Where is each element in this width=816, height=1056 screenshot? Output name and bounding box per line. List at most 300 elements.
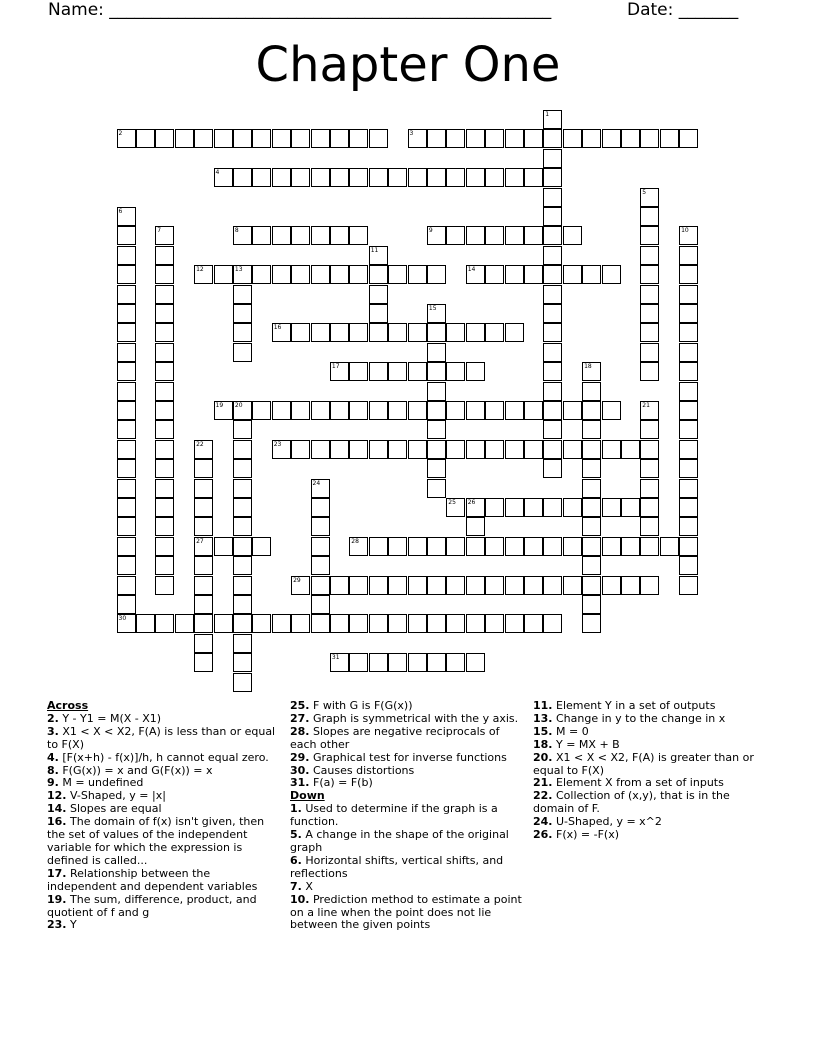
grid-cell[interactable] — [233, 459, 252, 478]
grid-cell[interactable] — [311, 440, 330, 459]
grid-cell[interactable] — [194, 576, 213, 595]
grid-cell[interactable] — [291, 576, 310, 595]
grid-cell[interactable] — [640, 576, 659, 595]
grid-cell[interactable] — [485, 265, 504, 284]
grid-cell[interactable] — [155, 285, 174, 304]
grid-cell[interactable] — [311, 168, 330, 187]
grid-cell[interactable] — [466, 614, 485, 633]
grid-cell[interactable] — [427, 226, 446, 245]
grid-cell[interactable] — [272, 323, 291, 342]
grid-cell[interactable] — [660, 537, 679, 556]
date-field-label[interactable]: Date: _______ — [627, 0, 739, 20]
grid-cell[interactable] — [330, 440, 349, 459]
grid-cell[interactable] — [543, 246, 562, 265]
grid-cell[interactable] — [466, 498, 485, 517]
grid-cell[interactable] — [369, 323, 388, 342]
grid-cell[interactable] — [582, 537, 601, 556]
grid-cell[interactable] — [427, 265, 446, 284]
grid-cell[interactable] — [543, 614, 562, 633]
grid-cell[interactable] — [233, 614, 252, 633]
grid-cell[interactable] — [311, 226, 330, 245]
grid-cell[interactable] — [155, 129, 174, 148]
grid-cell[interactable] — [349, 401, 368, 420]
grid-cell[interactable] — [155, 440, 174, 459]
grid-cell[interactable] — [155, 343, 174, 362]
grid-cell[interactable] — [427, 614, 446, 633]
grid-cell[interactable] — [155, 401, 174, 420]
grid-cell[interactable] — [388, 440, 407, 459]
grid-cell[interactable] — [679, 382, 698, 401]
grid-cell[interactable] — [621, 129, 640, 148]
grid-cell[interactable] — [485, 537, 504, 556]
grid-cell[interactable] — [388, 537, 407, 556]
grid-cell[interactable] — [252, 537, 271, 556]
grid-cell[interactable] — [485, 129, 504, 148]
grid-cell[interactable] — [524, 576, 543, 595]
grid-cell[interactable] — [291, 129, 310, 148]
grid-cell[interactable] — [311, 479, 330, 498]
grid-cell[interactable] — [505, 498, 524, 517]
grid-cell[interactable] — [291, 440, 310, 459]
grid-cell[interactable] — [505, 226, 524, 245]
grid-cell[interactable] — [543, 440, 562, 459]
grid-cell[interactable] — [446, 498, 465, 517]
grid-cell[interactable] — [291, 323, 310, 342]
grid-cell[interactable] — [524, 129, 543, 148]
grid-cell[interactable] — [446, 401, 465, 420]
grid-cell[interactable] — [349, 362, 368, 381]
grid-cell[interactable] — [311, 614, 330, 633]
grid-cell[interactable] — [582, 614, 601, 633]
grid-cell[interactable] — [485, 168, 504, 187]
grid-cell[interactable] — [155, 498, 174, 517]
grid-cell[interactable] — [446, 323, 465, 342]
grid-cell[interactable] — [602, 498, 621, 517]
grid-cell[interactable] — [640, 129, 659, 148]
grid-cell[interactable] — [679, 343, 698, 362]
grid-cell[interactable] — [233, 323, 252, 342]
grid-cell[interactable] — [524, 614, 543, 633]
grid-cell[interactable] — [543, 149, 562, 168]
grid-cell[interactable] — [194, 653, 213, 672]
grid-cell[interactable] — [233, 479, 252, 498]
grid-cell[interactable] — [369, 304, 388, 323]
grid-cell[interactable] — [543, 129, 562, 148]
grid-cell[interactable] — [311, 323, 330, 342]
grid-cell[interactable] — [466, 653, 485, 672]
grid-cell[interactable] — [194, 595, 213, 614]
grid-cell[interactable] — [117, 498, 136, 517]
grid-cell[interactable] — [388, 614, 407, 633]
grid-cell[interactable] — [679, 537, 698, 556]
name-field-label[interactable]: Name: ____________________________________________________ — [48, 0, 552, 20]
grid-cell[interactable] — [446, 440, 465, 459]
grid-cell[interactable] — [427, 440, 446, 459]
grid-cell[interactable] — [640, 440, 659, 459]
grid-cell[interactable] — [155, 382, 174, 401]
grid-cell[interactable] — [679, 517, 698, 536]
grid-cell[interactable] — [408, 323, 427, 342]
grid-cell[interactable] — [679, 420, 698, 439]
grid-cell[interactable] — [427, 129, 446, 148]
grid-cell[interactable] — [563, 401, 582, 420]
grid-cell[interactable] — [349, 614, 368, 633]
grid-cell[interactable] — [524, 537, 543, 556]
grid-cell[interactable] — [582, 362, 601, 381]
grid-cell[interactable] — [155, 246, 174, 265]
grid-cell[interactable] — [427, 382, 446, 401]
grid-cell[interactable] — [408, 614, 427, 633]
grid-cell[interactable] — [640, 265, 659, 284]
grid-cell[interactable] — [543, 576, 562, 595]
grid-cell[interactable] — [117, 479, 136, 498]
grid-cell[interactable] — [466, 362, 485, 381]
grid-cell[interactable] — [543, 226, 562, 245]
grid-cell[interactable] — [330, 129, 349, 148]
grid-cell[interactable] — [640, 246, 659, 265]
grid-cell[interactable] — [485, 576, 504, 595]
grid-cell[interactable] — [582, 459, 601, 478]
grid-cell[interactable] — [640, 517, 659, 536]
grid-cell[interactable] — [543, 537, 562, 556]
grid-cell[interactable] — [117, 129, 136, 148]
grid-cell[interactable] — [388, 362, 407, 381]
grid-cell[interactable] — [408, 440, 427, 459]
grid-cell[interactable] — [679, 401, 698, 420]
grid-cell[interactable] — [311, 556, 330, 575]
grid-cell[interactable] — [640, 479, 659, 498]
grid-cell[interactable] — [233, 556, 252, 575]
grid-cell[interactable] — [330, 576, 349, 595]
grid-cell[interactable] — [485, 323, 504, 342]
grid-cell[interactable] — [194, 440, 213, 459]
grid-cell[interactable] — [679, 459, 698, 478]
grid-cell[interactable] — [117, 285, 136, 304]
grid-cell[interactable] — [640, 343, 659, 362]
grid-cell[interactable] — [233, 517, 252, 536]
grid-cell[interactable] — [466, 129, 485, 148]
grid-cell[interactable] — [155, 479, 174, 498]
grid-cell[interactable] — [311, 265, 330, 284]
grid-cell[interactable] — [466, 401, 485, 420]
grid-cell[interactable] — [291, 226, 310, 245]
grid-cell[interactable] — [582, 479, 601, 498]
grid-cell[interactable] — [524, 440, 543, 459]
grid-cell[interactable] — [427, 304, 446, 323]
grid-cell[interactable] — [194, 537, 213, 556]
grid-cell[interactable] — [369, 614, 388, 633]
grid-cell[interactable] — [640, 188, 659, 207]
grid-cell[interactable] — [446, 362, 465, 381]
grid-cell[interactable] — [505, 401, 524, 420]
grid-cell[interactable] — [582, 265, 601, 284]
grid-cell[interactable] — [194, 498, 213, 517]
grid-cell[interactable] — [117, 420, 136, 439]
grid-cell[interactable] — [369, 401, 388, 420]
grid-cell[interactable] — [543, 304, 562, 323]
grid-cell[interactable] — [543, 420, 562, 439]
grid-cell[interactable] — [679, 246, 698, 265]
grid-cell[interactable] — [194, 556, 213, 575]
grid-cell[interactable] — [563, 576, 582, 595]
grid-cell[interactable] — [117, 517, 136, 536]
grid-cell[interactable] — [640, 207, 659, 226]
grid-cell[interactable] — [446, 537, 465, 556]
grid-cell[interactable] — [330, 653, 349, 672]
grid-cell[interactable] — [291, 614, 310, 633]
grid-cell[interactable] — [446, 653, 465, 672]
grid-cell[interactable] — [679, 440, 698, 459]
grid-cell[interactable] — [214, 129, 233, 148]
grid-cell[interactable] — [214, 614, 233, 633]
grid-cell[interactable] — [349, 129, 368, 148]
grid-cell[interactable] — [640, 537, 659, 556]
grid-cell[interactable] — [117, 226, 136, 245]
grid-cell[interactable] — [117, 401, 136, 420]
grid-cell[interactable] — [214, 401, 233, 420]
grid-cell[interactable] — [194, 517, 213, 536]
grid-cell[interactable] — [543, 110, 562, 129]
grid-cell[interactable] — [388, 168, 407, 187]
grid-cell[interactable] — [388, 265, 407, 284]
grid-cell[interactable] — [233, 537, 252, 556]
grid-cell[interactable] — [679, 304, 698, 323]
grid-cell[interactable] — [679, 498, 698, 517]
grid-cell[interactable] — [311, 576, 330, 595]
grid-cell[interactable] — [408, 537, 427, 556]
grid-cell[interactable] — [563, 498, 582, 517]
grid-cell[interactable] — [640, 498, 659, 517]
grid-cell[interactable] — [679, 265, 698, 284]
grid-cell[interactable] — [640, 420, 659, 439]
grid-cell[interactable] — [621, 440, 640, 459]
grid-cell[interactable] — [155, 537, 174, 556]
grid-cell[interactable] — [117, 343, 136, 362]
grid-cell[interactable] — [272, 168, 291, 187]
grid-cell[interactable] — [155, 459, 174, 478]
grid-cell[interactable] — [233, 304, 252, 323]
grid-cell[interactable] — [427, 653, 446, 672]
grid-cell[interactable] — [582, 498, 601, 517]
grid-cell[interactable] — [369, 285, 388, 304]
grid-cell[interactable] — [446, 129, 465, 148]
grid-cell[interactable] — [117, 459, 136, 478]
grid-cell[interactable] — [272, 129, 291, 148]
grid-cell[interactable] — [155, 323, 174, 342]
grid-cell[interactable] — [233, 440, 252, 459]
grid-cell[interactable] — [543, 323, 562, 342]
grid-cell[interactable] — [155, 576, 174, 595]
grid-cell[interactable] — [272, 265, 291, 284]
grid-cell[interactable] — [563, 226, 582, 245]
grid-cell[interactable] — [117, 382, 136, 401]
grid-cell[interactable] — [679, 362, 698, 381]
grid-cell[interactable] — [543, 207, 562, 226]
grid-cell[interactable] — [485, 226, 504, 245]
grid-cell[interactable] — [408, 653, 427, 672]
grid-cell[interactable] — [117, 537, 136, 556]
grid-cell[interactable] — [117, 440, 136, 459]
grid-cell[interactable] — [563, 440, 582, 459]
grid-cell[interactable] — [679, 556, 698, 575]
grid-cell[interactable] — [427, 362, 446, 381]
grid-cell[interactable] — [233, 168, 252, 187]
grid-cell[interactable] — [233, 673, 252, 692]
grid-cell[interactable] — [233, 129, 252, 148]
grid-cell[interactable] — [466, 265, 485, 284]
grid-cell[interactable] — [233, 498, 252, 517]
grid-cell[interactable] — [252, 226, 271, 245]
grid-cell[interactable] — [466, 168, 485, 187]
grid-cell[interactable] — [291, 401, 310, 420]
grid-cell[interactable] — [466, 517, 485, 536]
grid-cell[interactable] — [272, 440, 291, 459]
grid-cell[interactable] — [543, 362, 562, 381]
grid-cell[interactable] — [505, 614, 524, 633]
grid-cell[interactable] — [252, 614, 271, 633]
grid-cell[interactable] — [524, 498, 543, 517]
grid-cell[interactable] — [214, 168, 233, 187]
grid-cell[interactable] — [543, 459, 562, 478]
grid-cell[interactable] — [485, 614, 504, 633]
grid-cell[interactable] — [155, 517, 174, 536]
grid-cell[interactable] — [505, 576, 524, 595]
grid-cell[interactable] — [369, 653, 388, 672]
grid-cell[interactable] — [602, 537, 621, 556]
grid-cell[interactable] — [427, 537, 446, 556]
grid-cell[interactable] — [427, 401, 446, 420]
grid-cell[interactable] — [427, 168, 446, 187]
grid-cell[interactable] — [408, 265, 427, 284]
grid-cell[interactable] — [233, 343, 252, 362]
grid-cell[interactable] — [272, 614, 291, 633]
grid-cell[interactable] — [349, 265, 368, 284]
grid-cell[interactable] — [640, 226, 659, 245]
grid-cell[interactable] — [427, 343, 446, 362]
grid-cell[interactable] — [485, 498, 504, 517]
grid-cell[interactable] — [466, 537, 485, 556]
grid-cell[interactable] — [330, 323, 349, 342]
grid-cell[interactable] — [388, 323, 407, 342]
grid-cell[interactable] — [349, 440, 368, 459]
grid-cell[interactable] — [543, 382, 562, 401]
grid-cell[interactable] — [466, 576, 485, 595]
grid-cell[interactable] — [582, 556, 601, 575]
grid-cell[interactable] — [194, 459, 213, 478]
grid-cell[interactable] — [563, 537, 582, 556]
grid-cell[interactable] — [679, 576, 698, 595]
grid-cell[interactable] — [349, 653, 368, 672]
grid-cell[interactable] — [252, 129, 271, 148]
grid-cell[interactable] — [233, 653, 252, 672]
grid-cell[interactable] — [446, 576, 465, 595]
grid-cell[interactable] — [602, 401, 621, 420]
grid-cell[interactable] — [369, 362, 388, 381]
grid-cell[interactable] — [466, 323, 485, 342]
grid-cell[interactable] — [582, 440, 601, 459]
grid-cell[interactable] — [194, 634, 213, 653]
grid-cell[interactable] — [524, 226, 543, 245]
grid-cell[interactable] — [679, 323, 698, 342]
grid-cell[interactable] — [543, 498, 562, 517]
grid-cell[interactable] — [117, 304, 136, 323]
grid-cell[interactable] — [505, 537, 524, 556]
grid-cell[interactable] — [621, 576, 640, 595]
grid-cell[interactable] — [194, 265, 213, 284]
grid-cell[interactable] — [155, 226, 174, 245]
grid-cell[interactable] — [330, 614, 349, 633]
grid-cell[interactable] — [117, 323, 136, 342]
grid-cell[interactable] — [602, 440, 621, 459]
grid-cell[interactable] — [466, 440, 485, 459]
grid-cell[interactable] — [136, 614, 155, 633]
grid-cell[interactable] — [602, 265, 621, 284]
grid-cell[interactable] — [233, 285, 252, 304]
grid-cell[interactable] — [388, 576, 407, 595]
grid-cell[interactable] — [214, 265, 233, 284]
grid-cell[interactable] — [330, 401, 349, 420]
grid-cell[interactable] — [563, 129, 582, 148]
grid-cell[interactable] — [155, 265, 174, 284]
grid-cell[interactable] — [543, 188, 562, 207]
grid-cell[interactable] — [330, 362, 349, 381]
grid-cell[interactable] — [272, 226, 291, 245]
grid-cell[interactable] — [582, 576, 601, 595]
grid-cell[interactable] — [505, 323, 524, 342]
grid-cell[interactable] — [155, 614, 174, 633]
grid-cell[interactable] — [349, 168, 368, 187]
grid-cell[interactable] — [524, 401, 543, 420]
grid-cell[interactable] — [117, 614, 136, 633]
grid-cell[interactable] — [155, 556, 174, 575]
grid-cell[interactable] — [408, 129, 427, 148]
grid-cell[interactable] — [369, 246, 388, 265]
grid-cell[interactable] — [369, 168, 388, 187]
grid-cell[interactable] — [563, 265, 582, 284]
grid-cell[interactable] — [602, 129, 621, 148]
grid-cell[interactable] — [388, 653, 407, 672]
grid-cell[interactable] — [679, 285, 698, 304]
grid-cell[interactable] — [485, 440, 504, 459]
grid-cell[interactable] — [330, 168, 349, 187]
grid-cell[interactable] — [233, 634, 252, 653]
grid-cell[interactable] — [660, 129, 679, 148]
grid-cell[interactable] — [252, 168, 271, 187]
grid-cell[interactable] — [117, 246, 136, 265]
grid-cell[interactable] — [621, 498, 640, 517]
grid-cell[interactable] — [291, 168, 310, 187]
grid-cell[interactable] — [233, 420, 252, 439]
grid-cell[interactable] — [485, 401, 504, 420]
grid-cell[interactable] — [233, 576, 252, 595]
grid-cell[interactable] — [466, 226, 485, 245]
grid-cell[interactable] — [194, 479, 213, 498]
grid-cell[interactable] — [136, 129, 155, 148]
grid-cell[interactable] — [117, 556, 136, 575]
grid-cell[interactable] — [233, 401, 252, 420]
grid-cell[interactable] — [427, 459, 446, 478]
grid-cell[interactable] — [427, 479, 446, 498]
grid-cell[interactable] — [252, 265, 271, 284]
grid-cell[interactable] — [369, 440, 388, 459]
grid-cell[interactable] — [640, 401, 659, 420]
grid-cell[interactable] — [330, 226, 349, 245]
grid-cell[interactable] — [427, 420, 446, 439]
grid-cell[interactable] — [679, 129, 698, 148]
grid-cell[interactable] — [155, 304, 174, 323]
grid-cell[interactable] — [369, 576, 388, 595]
grid-cell[interactable] — [291, 265, 310, 284]
